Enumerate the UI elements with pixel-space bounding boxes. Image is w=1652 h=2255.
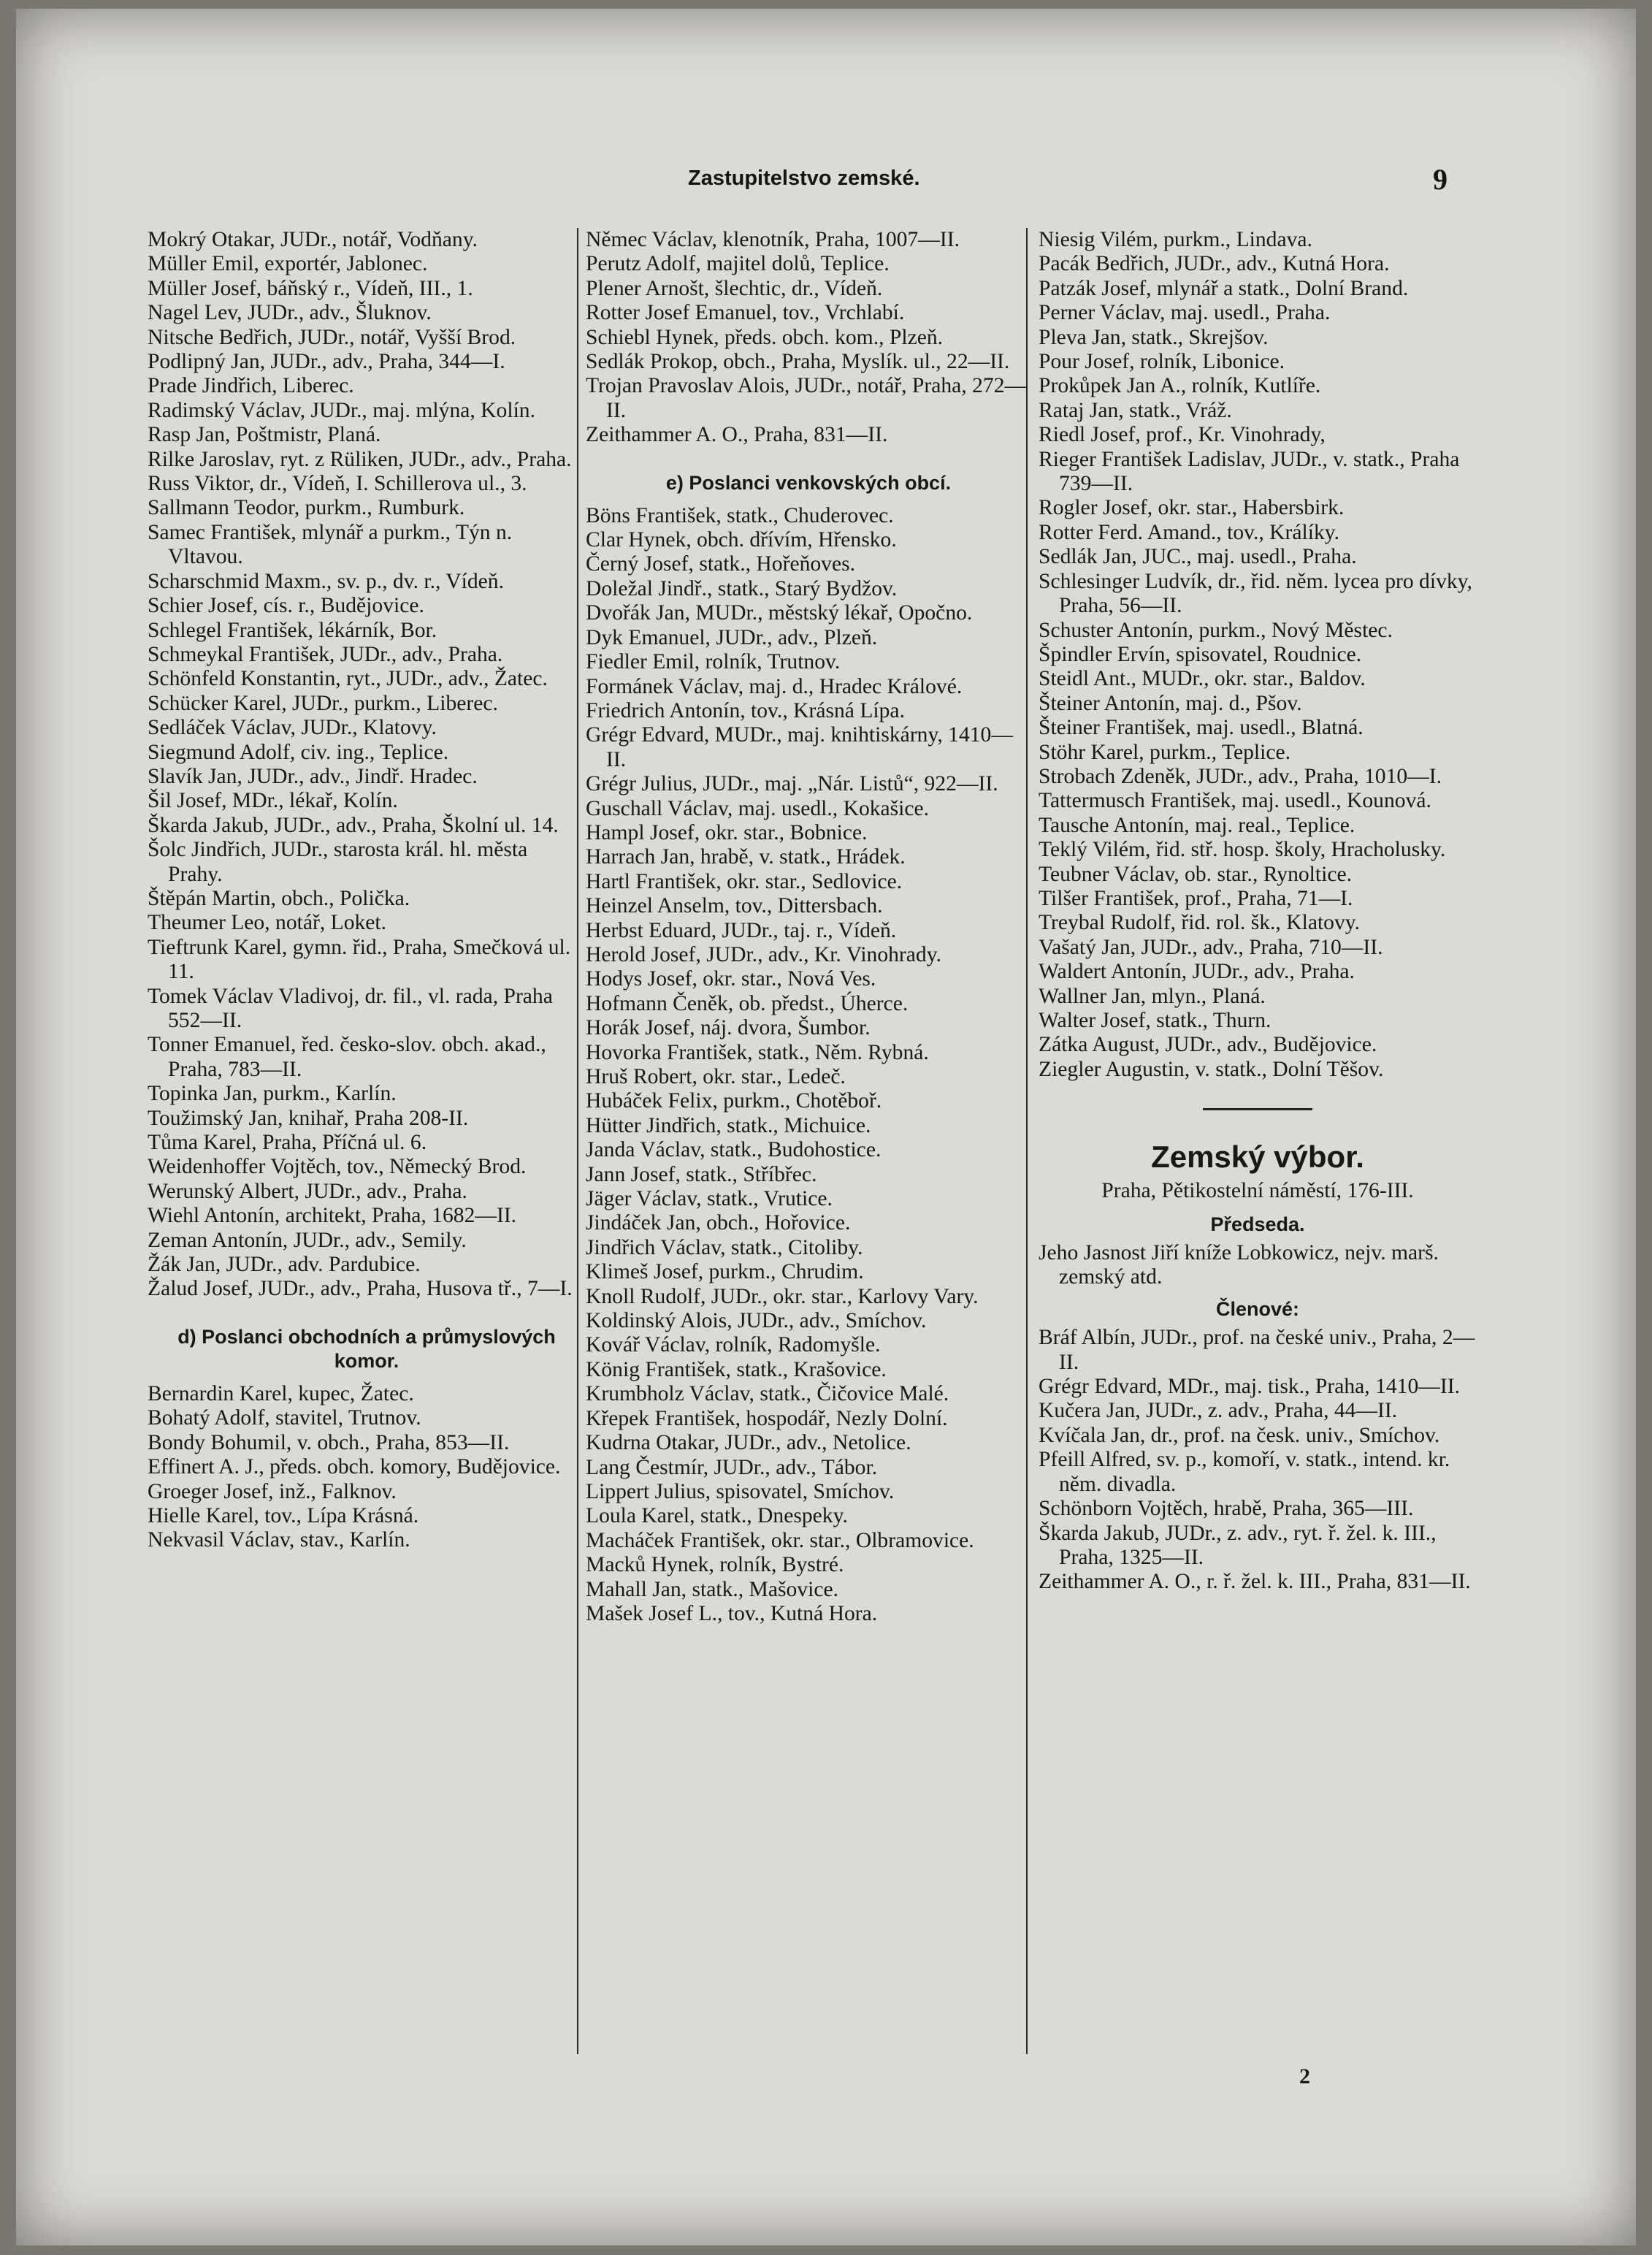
list-item: Jäger Václav, statk., Vrutice. xyxy=(586,1187,833,1211)
list-item: Theumer Leo, notář, Loket. xyxy=(148,911,387,935)
list-item: Toužimský Jan, knihař, Praha 208-II. xyxy=(148,1106,469,1130)
list-item: Sedlák Jan, JUC., maj. usedl., Praha. xyxy=(1039,545,1357,569)
list-item: Jann Josef, statk., Stříbřec. xyxy=(586,1162,817,1186)
page-number: 9 xyxy=(1433,163,1448,196)
list-item: Tilšer František, prof., Praha, 71—I. xyxy=(1039,886,1353,910)
list-item: Podlipný Jan, JUDr., adv., Praha, 344—I. xyxy=(148,350,505,374)
list-item: Guschall Václav, maj. usedl., Kokašice. xyxy=(586,796,930,820)
list-item: Pleva Jan, statk., Skrejšov. xyxy=(1039,325,1269,349)
chairman-heading: Předseda. xyxy=(1210,1213,1305,1235)
list-item: Doležal Jindř., statk., Starý Bydžov. xyxy=(586,576,898,600)
list-item: Nitsche Bedřich, JUDr., notář, Vyšší Brod. xyxy=(148,325,516,349)
list-item: Fiedler Emil, rolník, Trutnov. xyxy=(586,650,841,674)
list-item: Pour Josef, rolník, Libonice. xyxy=(1039,350,1285,374)
list-item: Hampl Josef, okr. star., Bobnice. xyxy=(586,820,868,844)
list-item: Mokrý Otakar, JUDr., notář, Vodňany. xyxy=(148,228,478,251)
list-item: Tattermusch František, maj. usedl., Kounová. xyxy=(1039,789,1431,813)
list-item: Schücker Karel, JUDr., purkm., Liberec. xyxy=(148,691,498,715)
list-item: Perutz Adolf, majitel dolů, Teplice. xyxy=(586,252,890,276)
members-list xyxy=(1039,1326,1477,1594)
list-item: Plener Arnošt, šlechtic, dr., Vídeň. xyxy=(586,276,883,300)
list-item: Zeithammer A. O., r. ř. žel. k. III., Praha, 831—II. xyxy=(1039,1570,1471,1594)
list-item: Horák Josef, náj. dvora, Šumbor. xyxy=(586,1016,871,1040)
list-item: Wallner Jan, mlyn., Planá. xyxy=(1039,984,1266,1008)
list-item: Formánek Václav, maj. d., Hradec Králové. xyxy=(586,674,963,698)
entry-list xyxy=(586,228,1031,448)
list-item: Rogler Josef, okr. star., Habersbirk. xyxy=(1039,496,1345,520)
list-item: Weidenhoffer Vojtěch, tov., Německý Brod. xyxy=(148,1155,527,1179)
section-heading-zemsky-vybor: Zemský výbor. xyxy=(1151,1140,1364,1175)
list-item: Rilke Jaroslav, ryt. z Rüliken, JUDr., adv., Praha. xyxy=(148,447,572,471)
list-item: Rieger František Ladislav, JUDr., v. statk., Praha 739—II. xyxy=(1039,447,1460,496)
list-item: Prokůpek Jan A., rolník, Kutlíře. xyxy=(1039,374,1321,398)
list-item: Patzák Josef, mlynář a statk., Dolní Brand. xyxy=(1039,276,1409,300)
page-header xyxy=(16,163,1636,203)
list-item: Křepek František, hospodář, Nezly Dolní. xyxy=(586,1406,948,1430)
list-item: Mahall Jan, statk., Mašovice. xyxy=(586,1577,839,1601)
list-item: Kudrna Otakar, JUDr., adv., Netolice. xyxy=(586,1431,911,1455)
list-item: Macháček František, okr. star., Olbramovice. xyxy=(586,1528,974,1552)
list-item: Hofmann Čeněk, ob. předst., Úherce. xyxy=(586,991,909,1015)
list-item: Schmeykal František, JUDr., adv., Praha. xyxy=(148,642,503,666)
list-item: Němec Václav, klenotník, Praha, 1007—II. xyxy=(586,228,960,251)
list-item: Tůma Karel, Praha, Příčná ul. 6. xyxy=(148,1131,427,1155)
list-item: Mašek Josef L., tov., Kutná Hora. xyxy=(586,1601,878,1625)
list-item: Zátka August, JUDr., adv., Budějovice. xyxy=(1039,1033,1377,1057)
list-item: Schlesinger Ludvík, dr., řid. něm. lycea pro dívky, Praha, 56—II. xyxy=(1039,569,1472,618)
list-item: Topinka Jan, purkm., Karlín. xyxy=(148,1082,397,1106)
list-item: Zeithammer A. O., Praha, 831—II. xyxy=(586,423,888,447)
list-item: Knoll Rudolf, JUDr., okr. star., Karlovy Vary. xyxy=(586,1284,979,1308)
list-item: Clar Hynek, obch. dřívím, Hřensko. xyxy=(586,528,897,552)
list-item: Lang Čestmír, JUDr., adv., Tábor. xyxy=(586,1455,878,1479)
list-item: Sallmann Teodor, purkm., Rumburk. xyxy=(148,496,465,520)
list-item: Kovář Václav, rolník, Radomyšle. xyxy=(586,1333,881,1357)
members-heading: Členové: xyxy=(1215,1297,1300,1320)
committee-address: Praha, Pětikostelní náměstí, 176-III. xyxy=(1101,1179,1414,1203)
list-item: Prade Jindřich, Liberec. xyxy=(148,374,354,398)
list-item: Teklý Vilém, řid. stř. hosp. školy, Hracholusky. xyxy=(1039,838,1446,862)
list-item: Perner Václav, maj. usedl., Praha. xyxy=(1039,301,1331,325)
list-item: Schiebl Hynek, předs. obch. kom., Plzeň. xyxy=(586,325,944,349)
list-item: Šteiner Antonín, maj. d., Pšov. xyxy=(1039,691,1302,715)
list-item: Hruš Robert, okr. star., Ledeč. xyxy=(586,1065,846,1088)
list-item: Bráf Albín, JUDr., prof. na české univ., Praha, 2—II. xyxy=(1039,1326,1475,1374)
list-item: Radimský Václav, JUDr., maj. mlýna, Kolín. xyxy=(148,398,535,422)
list-item: Waldert Antonín, JUDr., adv., Praha. xyxy=(1039,960,1355,984)
list-item: Herbst Eduard, JUDr., taj. r., Vídeň. xyxy=(586,918,897,942)
section-heading-e: e) Poslanci venkovských obcí. xyxy=(665,471,952,494)
list-item: Štěpán Martin, obch., Polička. xyxy=(148,886,410,910)
list-item: Klimeš Josef, purkm., Chrudim. xyxy=(586,1260,864,1284)
list-item: Grégr Julius, JUDr., maj. „Nár. Listů“, 922—II. xyxy=(586,772,998,796)
chairman-entry: Jeho Jasnost Jiří kníže Lobkowicz, nejv. marš. zemský atd. xyxy=(1039,1241,1439,1289)
list-item: Rataj Jan, statk., Vráž. xyxy=(1039,398,1232,422)
list-item: Bohatý Adolf, stavitel, Trutnov. xyxy=(148,1406,421,1430)
list-item: Bernardin Karel, kupec, Žatec. xyxy=(148,1381,414,1405)
list-item: Nagel Lev, JUDr., adv., Šluknov. xyxy=(148,301,432,325)
list-item: Škarda Jakub, JUDr., z. adv., ryt. ř. žel. k. III., Praha, 1325—II. xyxy=(1039,1521,1437,1569)
list-item: Müller Josef, báňský r., Vídeň, III., 1. xyxy=(148,276,473,300)
list-item: Hodys Josef, okr. star., Nová Ves. xyxy=(586,967,876,991)
list-item: Tomek Václav Vladivoj, dr. fil., vl. rada, Praha 552—II. xyxy=(148,984,553,1032)
list-item: Samec František, mlynář a purkm., Týn n. Vltavou. xyxy=(148,520,513,569)
page-title: Zastupitelstvo zemské. xyxy=(688,167,920,190)
list-item: Effinert A. J., předs. obch. komory, Budějovice. xyxy=(148,1455,561,1479)
list-item: Grégr Edvard, MUDr., maj. knihtiskárny, 1410—II. xyxy=(586,723,1013,771)
list-item: Rotter Josef Emanuel, tov., Vrchlabí. xyxy=(586,301,905,325)
list-item: Teubner Václav, ob. star., Rynoltice. xyxy=(1039,862,1353,886)
list-item: Škarda Jakub, JUDr., adv., Praha, Školní ul. 14. xyxy=(148,813,559,837)
section-d-list xyxy=(148,1382,586,1553)
list-item: Vašatý Jan, JUDr., adv., Praha, 710—II. xyxy=(1039,935,1383,959)
list-item: Šteiner František, maj. usedl., Blatná. xyxy=(1039,716,1364,740)
list-item: Bondy Bohumil, v. obch., Praha, 853—II. xyxy=(148,1430,510,1454)
list-item: Riedl Josef, prof., Kr. Vinohrady, xyxy=(1039,423,1326,447)
column-middle xyxy=(586,228,1031,1626)
list-item: Sedlák Prokop, obch., Praha, Myslík. ul., 22—II. xyxy=(586,350,1010,374)
list-item: Steidl Ant., MUDr., okr. star., Baldov. xyxy=(1039,667,1366,691)
list-item: Herold Josef, JUDr., adv., Kr. Vinohrady. xyxy=(586,942,941,966)
list-item: Žák Jan, JUDr., adv. Pardubice. xyxy=(148,1253,421,1277)
list-item: Hartl František, okr. star., Sedlovice. xyxy=(586,869,903,893)
entry-list xyxy=(1039,228,1477,1082)
list-item: Kvíčala Jan, dr., prof. na česk. univ., Smíchov. xyxy=(1039,1423,1440,1447)
list-item: Friedrich Antonín, tov., Krásná Lípa. xyxy=(586,698,905,722)
list-item: Jindáček Jan, obch., Hořovice. xyxy=(586,1211,851,1235)
signature-mark: 2 xyxy=(1299,2064,1310,2088)
list-item: Dyk Emanuel, JUDr., adv., Plzeň. xyxy=(586,625,878,649)
list-item: Schönborn Vojtěch, hrabě, Praha, 365—III. xyxy=(1039,1497,1414,1521)
list-item: Heinzel Anselm, tov., Dittersbach. xyxy=(586,894,883,918)
list-item: Treybal Rudolf, řid. rol. šk., Klatovy. xyxy=(1039,911,1361,935)
list-item: Krumbholz Václav, statk., Čičovice Malé. xyxy=(586,1382,949,1406)
list-item: Schier Josef, cís. r., Budějovice. xyxy=(148,594,424,618)
list-item: Šolc Jindřich, JUDr., starosta král. hl. města Prahy. xyxy=(148,838,528,886)
list-item: Černý Josef, statk., Hořeňoves. xyxy=(586,552,856,576)
section-divider xyxy=(1203,1108,1312,1110)
list-item: Werunský Albert, JUDr., adv., Praha. xyxy=(148,1179,467,1203)
list-item: Pacák Bedřich, JUDr., adv., Kutná Hora. xyxy=(1039,252,1390,276)
list-item: Ziegler Augustin, v. statk., Dolní Těšov. xyxy=(1039,1057,1384,1081)
list-item: Schönfeld Konstantin, ryt., JUDr., adv., Žatec. xyxy=(148,667,548,691)
list-item: Janda Václav, statk., Budohostice. xyxy=(586,1138,882,1162)
list-item: Koldinský Alois, JUDr., adv., Smíchov. xyxy=(586,1309,927,1333)
column-right xyxy=(1039,228,1477,1595)
list-item: König František, statk., Krašovice. xyxy=(586,1357,887,1381)
list-item: Jindřich Václav, statk., Citoliby. xyxy=(586,1235,863,1259)
list-item: Loula Karel, statk., Dnespeky. xyxy=(586,1504,848,1528)
list-item: Šil Josef, MDr., lékař, Kolín. xyxy=(148,789,398,813)
section-heading-d: d) Poslanci obchodních a průmyslových komor. xyxy=(177,1325,556,1372)
list-item: Rotter Ferd. Amand., tov., Králíky. xyxy=(1039,520,1340,544)
list-item: Harrach Jan, hrabě, v. statk., Hrádek. xyxy=(586,845,906,869)
list-item: Siegmund Adolf, civ. ing., Teplice. xyxy=(148,740,449,764)
column-left xyxy=(148,228,586,1553)
list-item: Groeger Josef, inž., Falknov. xyxy=(148,1479,397,1503)
list-item: Niesig Vilém, purkm., Lindava. xyxy=(1039,228,1312,251)
list-item: Špindler Ervín, spisovatel, Roudnice. xyxy=(1039,642,1362,666)
list-item: Tausche Antonín, maj. real., Teplice. xyxy=(1039,813,1355,837)
list-item: Sedláček Václav, JUDr., Klatovy. xyxy=(148,716,437,740)
list-item: Stöhr Karel, purkm., Teplice. xyxy=(1039,740,1291,764)
list-item: Lippert Julius, spisovatel, Smíchov. xyxy=(586,1479,895,1503)
list-item: Scharschmid Maxm., sv. p., dv. r., Vídeň. xyxy=(148,569,504,593)
list-item: Hütter Jindřich, statk., Michuice. xyxy=(586,1113,871,1137)
list-item: Rasp Jan, Poštmistr, Planá. xyxy=(148,423,381,447)
entry-list xyxy=(148,228,586,1302)
list-item: Strobach Zdeněk, JUDr., adv., Praha, 1010—I. xyxy=(1039,764,1442,788)
list-item: Hovorka František, statk., Něm. Rybná. xyxy=(586,1040,929,1064)
document-page xyxy=(16,9,1636,2246)
list-item: Slavík Jan, JUDr., adv., Jindř. Hradec. xyxy=(148,764,478,788)
list-item: Müller Emil, exportér, Jablonec. xyxy=(148,252,428,276)
list-item: Dvořák Jan, MUDr., městský lékař, Opočno. xyxy=(586,601,973,625)
list-item: Schuster Antonín, purkm., Nový Městec. xyxy=(1039,618,1393,642)
section-e-list xyxy=(586,504,1031,1627)
list-item: Tieftrunk Karel, gymn. řid., Praha, Smečková ul. 11. xyxy=(148,935,571,984)
list-item: Schlegel František, lékárník, Bor. xyxy=(148,618,437,642)
list-item: Grégr Edvard, MDr., maj. tisk., Praha, 1410—II. xyxy=(1039,1375,1460,1399)
list-item: Trojan Pravoslav Alois, JUDr., notář, Praha, 272—II. xyxy=(586,374,1027,422)
list-item: Hubáček Felix, purkm., Chotěboř. xyxy=(586,1089,882,1113)
list-item: Böns František, statk., Chuderovec. xyxy=(586,503,894,527)
list-item: Pfeill Alfred, sv. p., komoří, v. statk., intend. kr. něm. divadla. xyxy=(1039,1448,1450,1496)
list-item: Nekvasil Václav, stav., Karlín. xyxy=(148,1528,410,1552)
list-item: Wiehl Antonín, architekt, Praha, 1682—II. xyxy=(148,1204,517,1228)
list-item: Russ Viktor, dr., Vídeň, I. Schillerova ul., 3. xyxy=(148,472,527,496)
list-item: Hielle Karel, tov., Lípa Krásná. xyxy=(148,1503,419,1527)
list-item: Tonner Emanuel, řed. česko-slov. obch. akad., Praha, 783—II. xyxy=(148,1033,546,1081)
list-item: Zeman Antonín, JUDr., adv., Semily. xyxy=(148,1228,467,1252)
list-item: Walter Josef, statk., Thurn. xyxy=(1039,1009,1271,1032)
list-item: Macků Hynek, rolník, Bystré. xyxy=(586,1553,844,1577)
list-item: Žalud Josef, JUDr., adv., Praha, Husova tř., 7—I. xyxy=(148,1277,573,1301)
list-item: Kučera Jan, JUDr., z. adv., Praha, 44—II. xyxy=(1039,1399,1398,1423)
